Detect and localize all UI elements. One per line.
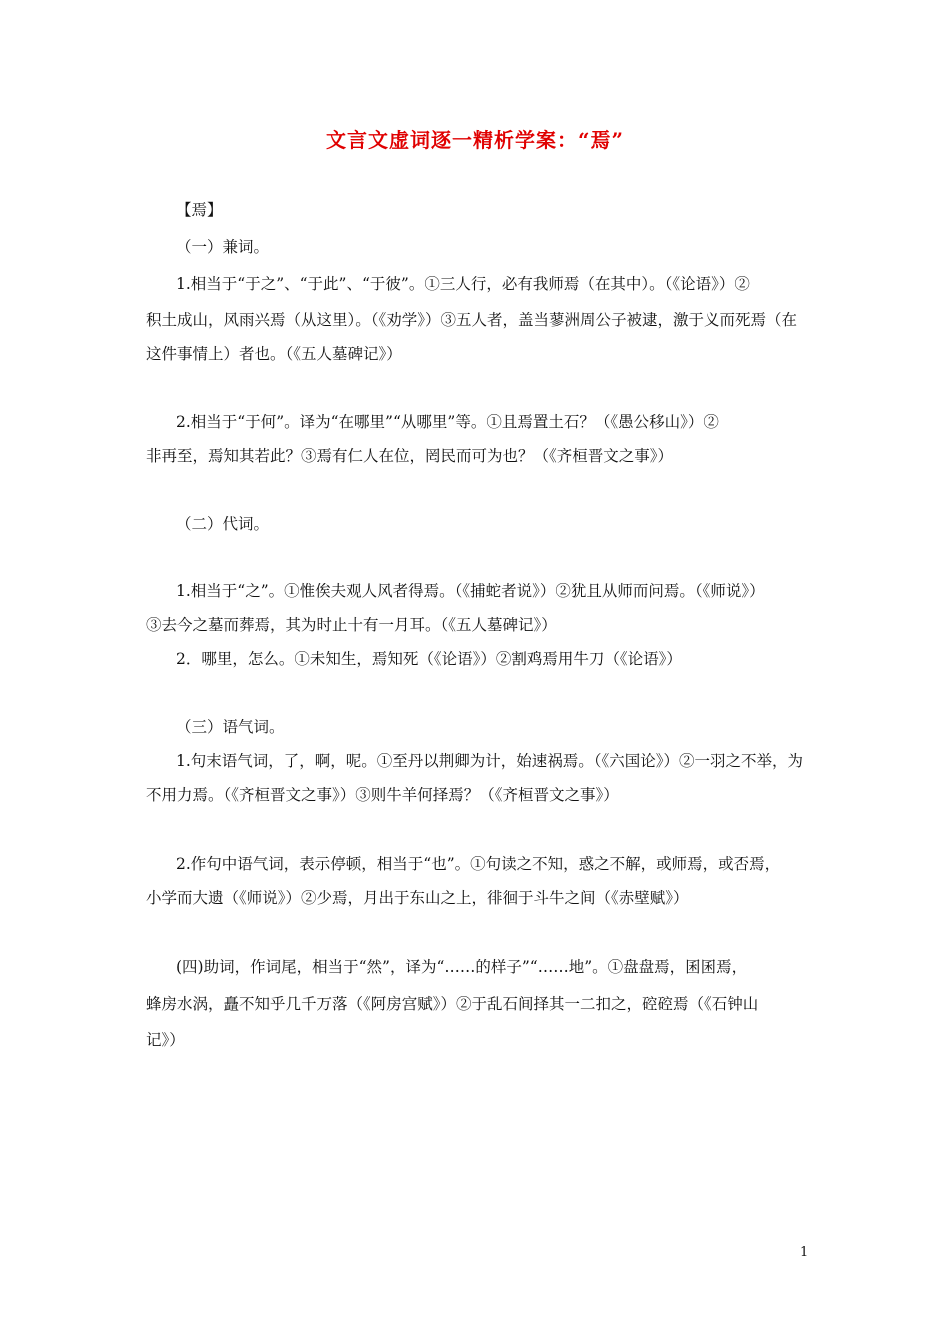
paragraph-line: 非再至，焉知其若此？③焉有仁人在位，罔民而可为也？（《齐桓晋文之事》） [146, 447, 674, 465]
paragraph-line: 蜂房水涡，矗不知乎几千万落（《阿房宫赋》）②于乱石间择其一二扣之，硿硿焉（《石钟山 [146, 995, 759, 1013]
document-title: 文言文虚词逐一精析学案：“焉” [325, 128, 624, 152]
paragraph-line: 2．哪里，怎么。①未知生，焉知死（《论语》）②割鸡焉用牛刀（《论语》） [176, 650, 682, 668]
paragraph-line: 2.作句中语气词，表示停顿，相当于“也”。①句读之不知，惑之不解，或师焉，或否焉， [176, 855, 781, 873]
section-heading-yan: 【焉】 [176, 201, 223, 219]
heading-jianci: （一）兼词。 [176, 238, 270, 256]
paragraph-line: 1.句末语气词，了，啊，呢。①至丹以荆卿为计，始速祸焉。（《六国论》）②一羽之不举，为 [176, 752, 804, 770]
paragraph-line: 小学而大遗（《师说》）②少焉，月出于东山之上，徘徊于斗牛之间（《赤壁赋》） [146, 889, 689, 907]
page-number: 1 [800, 1245, 809, 1260]
paragraph-line: (四)助词，作词尾，相当于“然”，译为“……的样子”“……地”。①盘盘焉，囷囷焉， [176, 958, 748, 976]
paragraph-line: 不用力焉。（《齐桓晋文之事》）③则牛羊何择焉？（《齐桓晋文之事》） [146, 786, 619, 804]
paragraph-line: ③去今之墓而葬焉，其为时止十有一月耳。（《五人墓碑记》） [146, 616, 557, 634]
paragraph-line: 1.相当于“于之”、“于此”、“于彼”。①三人行，必有我师焉（在其中）。（《论语》）② [176, 275, 750, 293]
heading-yuqici: （三）语气词。 [176, 718, 285, 736]
paragraph-line: 积土成山，风雨兴焉（从这里）。（《劝学》）③五人者，盖当蓼洲周公子被逮，激于义而死焉（在 [146, 311, 798, 329]
heading-daici: （二）代词。 [176, 515, 270, 533]
paragraph-line: 2.相当于“于何”。译为“在哪里”“从哪里”等。①且焉置土石？（《愚公移山》）② [176, 413, 719, 431]
paragraph-line: 这件事情上）者也。（《五人墓碑记》） [146, 345, 402, 363]
paragraph-line: 1.相当于“之”。①惟俟夫观人风者得焉。（《捕蛇者说》）②犹且从师而问焉。（《师说》） [176, 582, 765, 600]
paragraph-line: 记》） [146, 1031, 185, 1049]
